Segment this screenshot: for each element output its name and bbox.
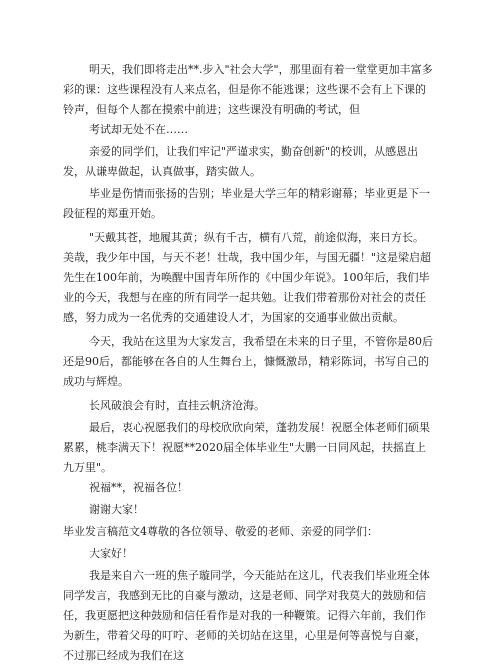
paragraph-young-china-quote: "天戴其苍，地履其黄；纵有千古，横有八荒，前途似海，来日方长。美哉，我少年中国，与天不老！壮哉，我中国少年，与国无疆！"这是梁启超先生在100年前，为唤醒中国青年所作的《中国少年说》。100年后，我们毕业的今天，我想与在座的所有同学一起共勉。让我们带着那份对社会的责任感，努力成为一名优秀的交通建设人才，为国家的交通事业做出贡献。 bbox=[63, 231, 432, 324]
paragraph-speaking-today: 今天，我站在这里为大家发言，我希望在未来的日子里，不管你是80后还是90后，都能够在各自的人生舞台上，慷慨激昂，精彩陈词，书写自己的成功与辉煌。 bbox=[63, 335, 433, 388]
paragraph-self-introduction: 我是来自六一班的焦子璇同学，今天能站在这儿，代表我们毕业班全体同学发言，我感到无比的自豪与激动，这是老师、同学对我莫大的鼓励和信任，我更愿把这种鼓励和信任看作是对我的一种鞭策。记得六年前，我们作为新生，带着父母的叮咛、老师的关切站在这里，心里是何等喜悦与自豪，不过那已经成为我们在这 bbox=[63, 569, 430, 662]
paragraph-thanks: 谢谢大家！ bbox=[89, 503, 144, 516]
section-heading-speech-4: 毕业发言稿范文4尊敬的各位领导、敬爱的老师、亲爱的同学们： bbox=[63, 525, 378, 538]
paragraph-farewell: 毕业是伤情而张扬的告别；毕业是大学三年的精彩谢幕；毕业更是下一段征程的郑重开始。 bbox=[63, 187, 430, 220]
paragraph-best-wishes: 最后，衷心祝愿我们的母校欣欣向荣，蓬勃发展！祝愿全体老师们硕果累累，桃李满天下！祝愿**2020届全体毕业生"大鹏一日同风起，扶摇直上九万里"。 bbox=[63, 421, 430, 474]
paragraph-greeting: 大家好！ bbox=[89, 547, 133, 560]
paragraph-exam-everywhere: 考试却无处不在…… bbox=[89, 123, 188, 136]
paragraph-poem-line: 长风破浪会有时，直挂云帆济沧海。 bbox=[89, 399, 265, 412]
paragraph-graduation-society-university: 明天，我们即将走出**.步入"社会大学"，那里面有着一堂堂更加丰富多彩的课：这些课程没有人来点名，但是你不能逃课；这些课不会有上下课的铃声，但每个人都在摸索中前进；这些课没有明确的考试，但 bbox=[63, 63, 433, 116]
document-body bbox=[63, 60, 435, 666]
paragraph-school-motto: 亲爱的同学们，让我们牢记"严谨求实，勤奋创新"的校训，从感恩出发，从谦卑做起，认真做事，踏实做人。 bbox=[63, 145, 419, 178]
paragraph-blessing: 祝福**，祝福各位！ bbox=[89, 481, 188, 494]
